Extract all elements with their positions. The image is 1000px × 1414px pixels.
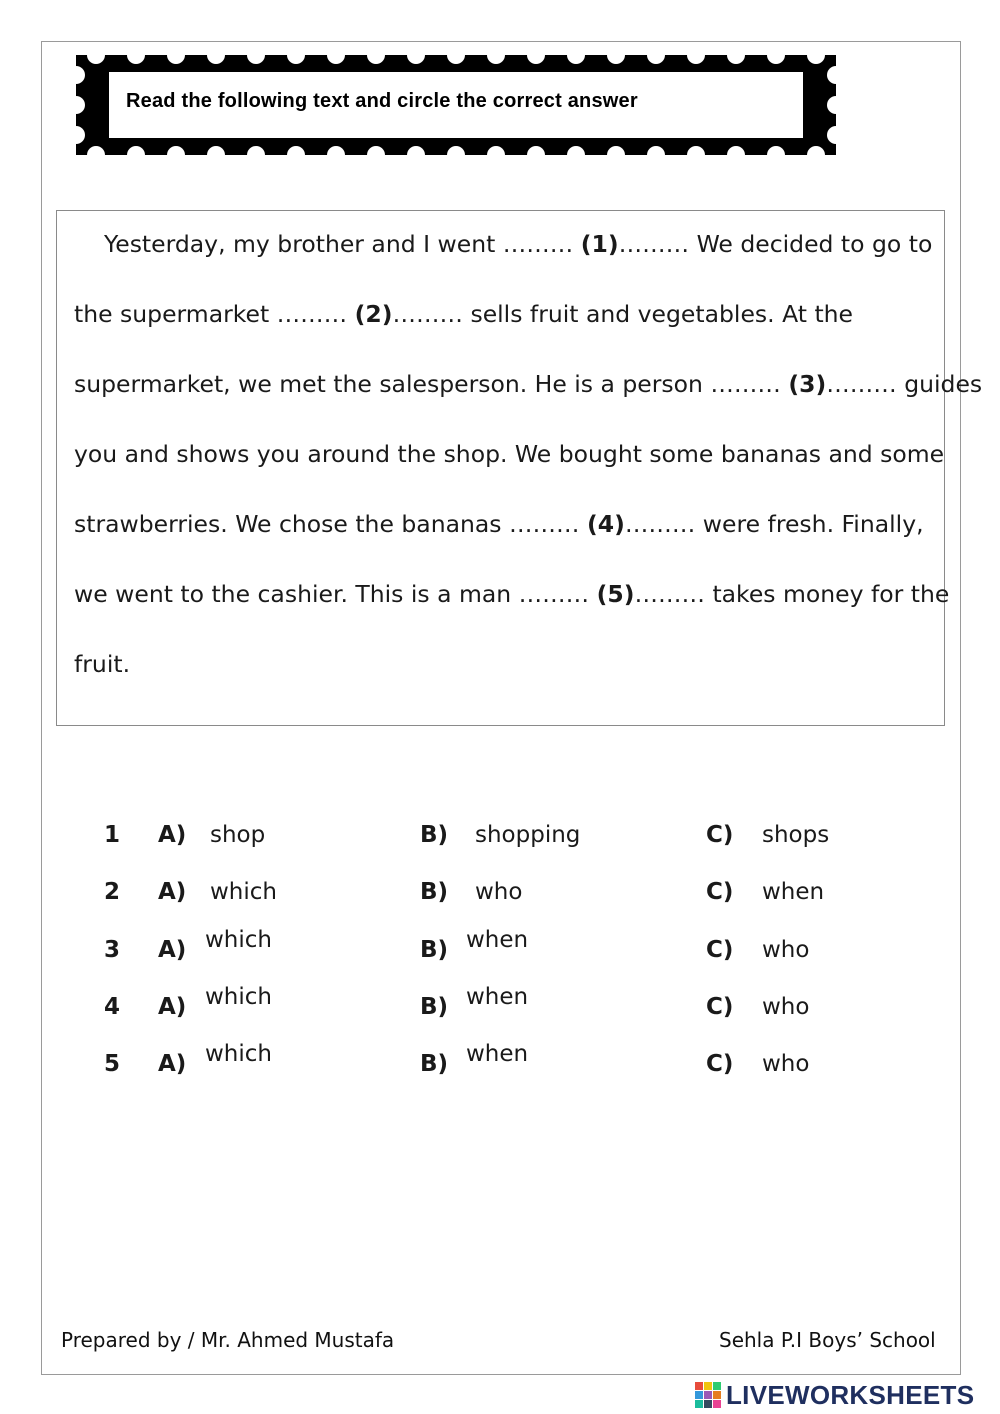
passage-line: you and shows you around the shop. We bought some bananas and some bbox=[74, 440, 945, 468]
option-a[interactable]: which bbox=[210, 879, 278, 905]
option-b-label: B) bbox=[420, 994, 449, 1020]
option-a-label: A) bbox=[158, 879, 187, 905]
liveworksheets-logo-icon bbox=[694, 1381, 722, 1409]
option-b[interactable]: who bbox=[475, 879, 523, 905]
option-a-label: A) bbox=[158, 994, 187, 1020]
option-b[interactable]: shopping bbox=[475, 822, 581, 848]
option-b[interactable]: when bbox=[466, 984, 529, 1010]
instruction-title: Read the following text and circle the correct answer bbox=[126, 90, 638, 112]
option-c-label: C) bbox=[706, 937, 734, 963]
option-c[interactable]: when bbox=[762, 879, 825, 905]
gap-marker: (4) bbox=[586, 510, 625, 538]
school-name: Sehla P.I Boys’ School bbox=[719, 1328, 936, 1352]
gap-marker: (3) bbox=[788, 370, 827, 398]
option-a[interactable]: which bbox=[205, 1041, 273, 1067]
passage-line: the supermarket ……… (2)……… sells fruit and vegetables. At the bbox=[74, 300, 854, 328]
option-a-label: A) bbox=[158, 822, 187, 848]
passage-line: strawberries. We chose the bananas ……… (4)……… were fresh. Finally, bbox=[74, 510, 924, 538]
option-a[interactable]: which bbox=[205, 984, 273, 1010]
question-number: 3 bbox=[104, 937, 121, 963]
option-c-label: C) bbox=[706, 994, 734, 1020]
option-a[interactable]: which bbox=[205, 927, 273, 953]
option-a-label: A) bbox=[158, 1051, 187, 1077]
brand-name: LIVEWORKSHEETS bbox=[726, 1380, 975, 1410]
question-number: 4 bbox=[104, 994, 121, 1020]
question-number: 2 bbox=[104, 879, 121, 905]
question-number: 5 bbox=[104, 1051, 121, 1077]
option-c[interactable]: shops bbox=[762, 822, 830, 848]
brand[interactable] bbox=[694, 1380, 975, 1410]
option-b-label: B) bbox=[420, 937, 449, 963]
option-b[interactable]: when bbox=[466, 1041, 529, 1067]
passage-line: Yesterday, my brother and I went ……… (1)……… We decided to go to bbox=[104, 230, 933, 258]
question-number: 1 bbox=[104, 822, 121, 848]
option-c-label: C) bbox=[706, 1051, 734, 1077]
option-c[interactable]: who bbox=[762, 937, 810, 963]
option-b-label: B) bbox=[420, 1051, 449, 1077]
passage-line: supermarket, we met the salesperson. He is a person ……… (3)……… guides bbox=[74, 370, 983, 398]
option-b[interactable]: when bbox=[466, 927, 529, 953]
option-b-label: B) bbox=[420, 879, 449, 905]
gap-marker: (1) bbox=[580, 230, 619, 258]
passage-box bbox=[56, 210, 945, 726]
option-c[interactable]: who bbox=[762, 994, 810, 1020]
option-a[interactable]: shop bbox=[210, 822, 266, 848]
passage-line: fruit. bbox=[74, 650, 131, 678]
option-a-label: A) bbox=[158, 937, 187, 963]
gap-marker: (2) bbox=[354, 300, 393, 328]
gap-marker: (5) bbox=[596, 580, 635, 608]
instruction-banner bbox=[76, 55, 836, 155]
prepared-by: Prepared by / Mr. Ahmed Mustafa bbox=[61, 1328, 395, 1352]
option-c[interactable]: who bbox=[762, 1051, 810, 1077]
option-b-label: B) bbox=[420, 822, 449, 848]
option-c-label: C) bbox=[706, 822, 734, 848]
passage-line: we went to the cashier. This is a man ……… (5)……… takes money for the bbox=[74, 580, 950, 608]
option-c-label: C) bbox=[706, 879, 734, 905]
